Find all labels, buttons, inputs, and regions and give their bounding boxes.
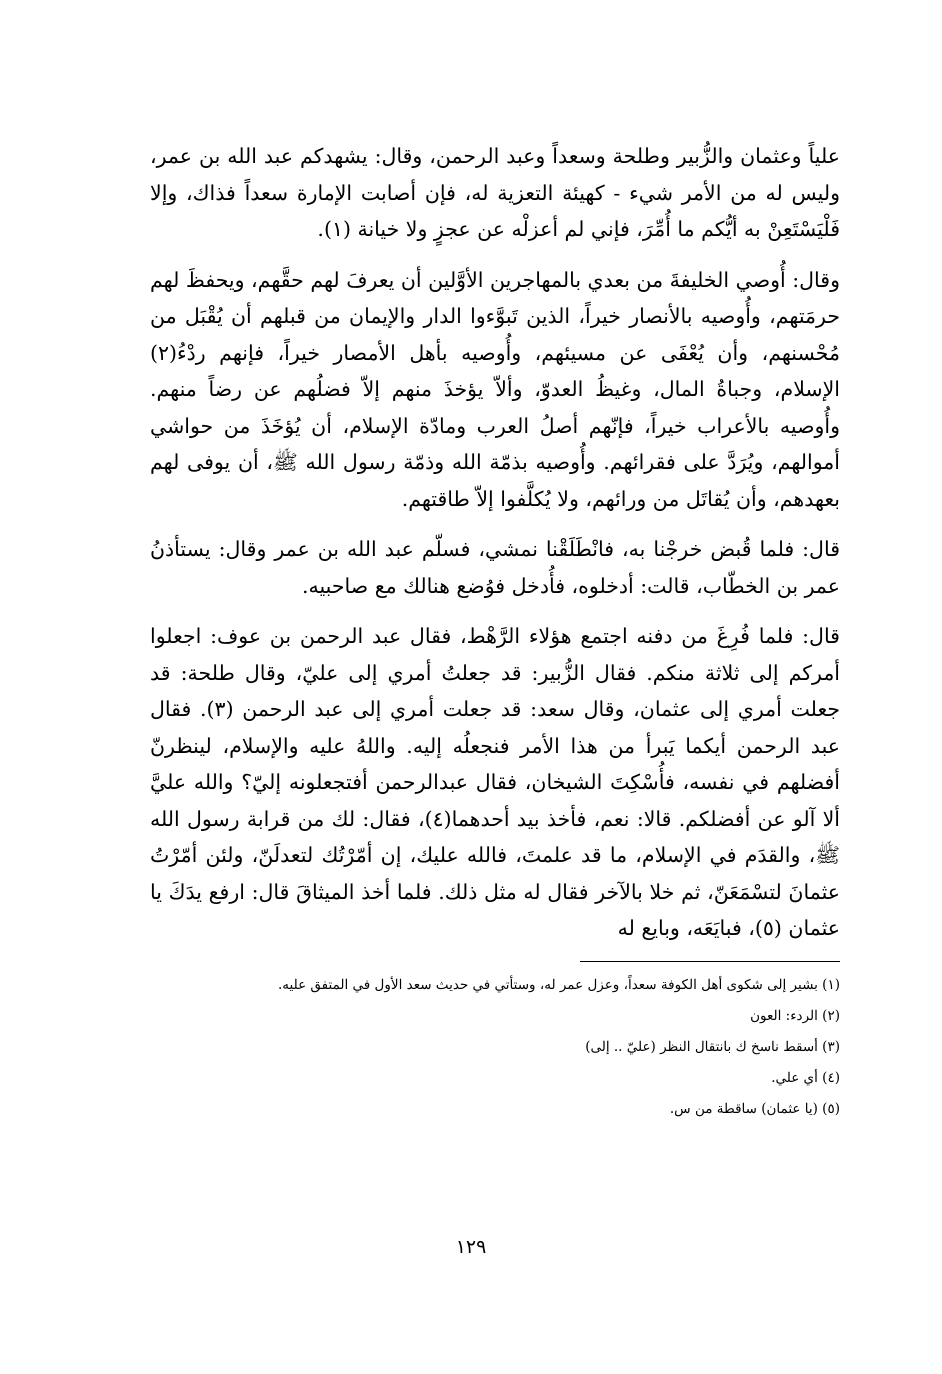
paragraph-3: قال: فلما قُبض خرجْنا به، فانْطَلَقْنا نمشي، فسلّم عبد الله بن عمر وقال: يستأذنُ عمر بن الخطّاب، قالت: أدخلوه، فأُدخل فوُضع هنالك مع صاحبيه. [150,537,840,598]
paragraph-1: علياً وعثمان والزُّبير وطلحة وسعداً وعبد الرحمن، وقال: يشهدكم عبد الله بن عمر، وليس له من الأمر شيء - كهيئة التعزية له، فإن أصابت الإمارة سعداً فذاك، وإلا فَلْيَسْتَعِنْ به أيُّكم ما أُمِّرَ، فإني لم أعزلْه عن عجزٍ ولا خيانة (١). [150,144,840,241]
paragraph-2: وقال: أُوصي الخليفةَ من بعدي بالمهاجرين الأوَّلين أن يعرفَ لهم حقَّهم، ويحفظَ لهم حرمَتهم، وأُوصيه بالأنصار خيراً، الذين تَبوَّءوا الدار والإيمان من قبلهم أن يُقْبَل من مُحْسنهم، وأن يُعْفَى عن مسيئهم، وأُوصيه بأهل الأمصار خيراً، فإنهم ردْءُ(٢) الإسلام، وجباةُ المال، وغيظُ العدوّ، وألاّ يؤخذَ منهم إلاّ فضلُهم عن رضاً منهم. وأُوصيه بالأعراب خيراً، فإنّهم أصلُ العرب ومادّة الإسلام، أن يُؤخَذَ من حواشي أموالهم، ويُرَدَّ على فقرائهم. وأُوصيه بذمّة الله وذمّة رسول الله ﷺ، أن يوفى لهم بعهدهم، وأن يُقاتَل من ورائهم، ولا يُكلَّفوا إلاّ طاقتهم. [150,267,840,511]
footnote-3: (٣) أسقط ناسخ ك بانتقال النظر (عليّ .. إلى) [585,1038,840,1055]
footnote-4: (٤) أي علي. [771,1069,840,1086]
page-body [150,138,840,1125]
footnotes [150,970,840,1125]
footnote-1: (١) بشير إلى شكوى أهل الكوفة سعداً، وعزل عمر له، وستأتي في حديث سعد الأول في المتفق عليه. [278,976,840,993]
footnote-2: (٢) الردء: العون [750,1007,840,1024]
paragraph-4: قال: فلما فُرِغَ من دفنه اجتمع هؤلاء الرَّهْط، فقال عبد الرحمن بن عوف: اجعلوا أمركم إلى ثلاثة منكم. فقال الزُّبير: قد جعلتُ أمري إلى عليّ، وقال طلحة: قد جعلت أمري إلى عثمان، وقال سعد: قد جعلت أمري إلى عبد الرحمن (٣). فقال عبد الرحمن أيكما يَبرأ من هذا الأمر فنجعلُه إليه. واللهُ عليه والإسلام، لينظرنّ أفضلهم في نفسه، فأُسْكِتَ الشيخان، فقال عبدالرحمن أفتجعلونه إليّ؟ والله عليَّ ألا آلو عن أفضلكم. قالا: نعم، فأخذ بيد أحدهما(٤)، فقال: لك من قرابة رسول الله ﷺ، والقدَم في الإسلام، ما قد علمتَ، فالله عليك، إن أمّرْتُك لتعدلَنّ، ولئن أمّرْتُ عثمانَ لتسْمَعَنّ، ثم خلا بالآخر فقال له مثل ذلك. فلما أخذ الميثاقَ قال: ارفع يدَكَ يا عثمان (٥)، فبايَعَه، وبايع له [150,624,841,940]
footnote-divider [580,961,840,962]
footnote-5: (٥) (يا عثمان) ساقطة من س. [669,1100,840,1117]
page-number: ١٢٩ [455,1236,487,1258]
